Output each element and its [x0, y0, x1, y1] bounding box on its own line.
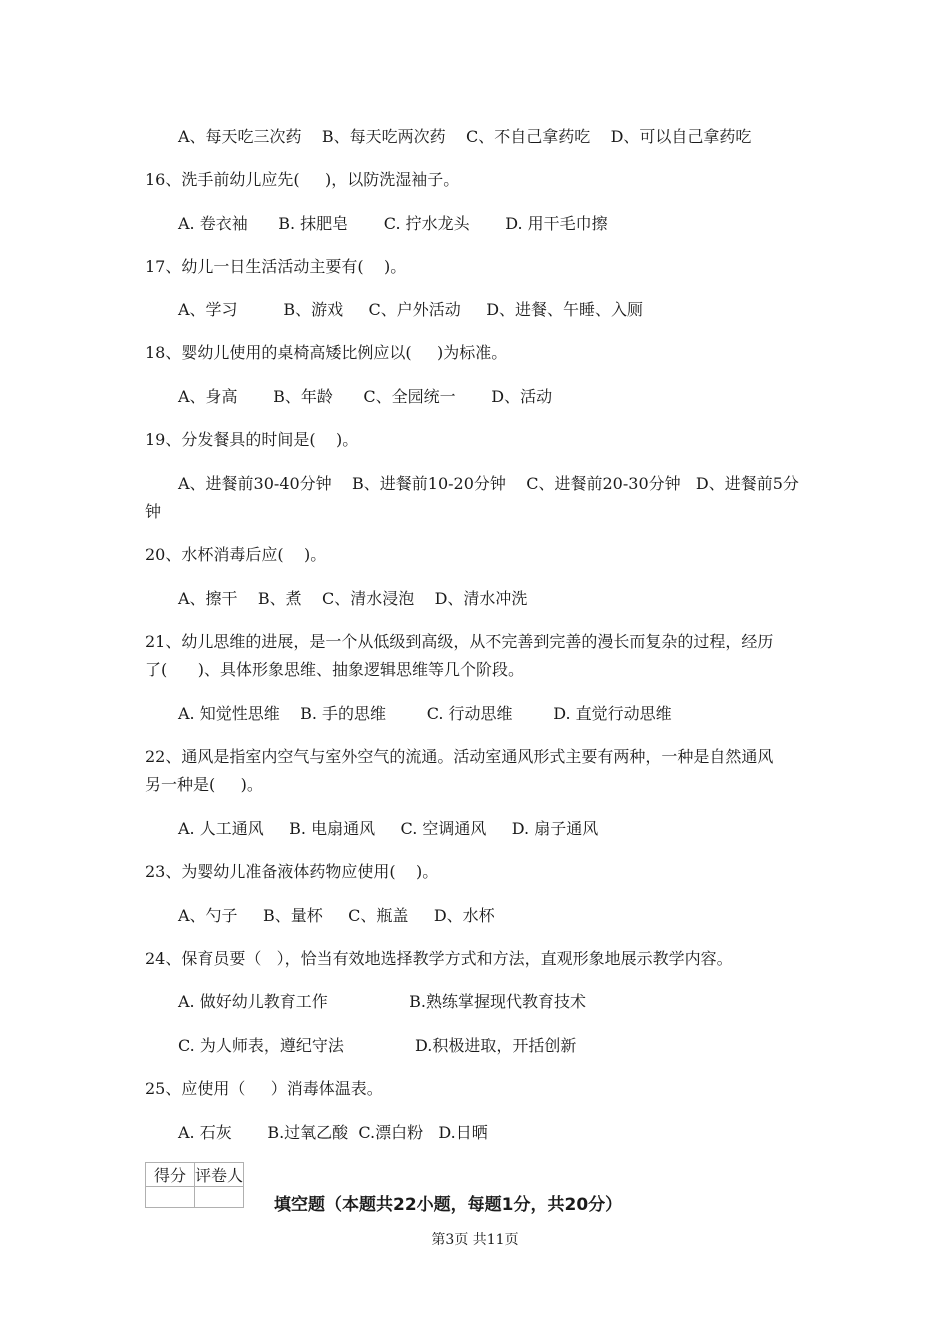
- q20: 20、水杯消毒后应( )。: [145, 545, 327, 564]
- q18: 18、婴幼儿使用的桌椅高矮比例应以( )为标准。: [145, 343, 508, 362]
- q23-options: A、勺子 B、量杯 C、瓶盖 D、水杯: [178, 906, 495, 925]
- q24-options-ab: A. 做好幼儿教育工作 B.熟练掌握现代教育技术: [178, 992, 586, 1011]
- q17-options: A、学习 B、游戏 C、户外活动 D、进餐、午睡、入厕: [178, 300, 644, 319]
- q21-options: A. 知觉性思维 B. 手的思维 C. 行动思维 D. 直觉行动思维: [178, 704, 672, 723]
- grader-cell: [195, 1187, 244, 1208]
- q22-options: A. 人工通风 B. 电扇通风 C. 空调通风 D. 扇子通风: [178, 819, 599, 838]
- score-label: 得分: [146, 1163, 195, 1187]
- grader-label: 评卷人: [195, 1163, 244, 1187]
- q23: 23、为婴幼儿准备液体药物应使用( )。: [145, 862, 439, 881]
- score-cell: [146, 1187, 195, 1208]
- q19-options-cont: 钟: [145, 502, 162, 521]
- q15-options: A、每天吃三次药 B、每天吃两次药 C、不自己拿药吃 D、可以自己拿药吃: [178, 127, 752, 146]
- q16: 16、洗手前幼儿应先( )，以防洗湿袖子。: [145, 170, 460, 189]
- q25: 25、应使用（ ）消毒体温表。: [145, 1079, 383, 1098]
- q19: 19、分发餐具的时间是( )。: [145, 430, 359, 449]
- q25-options: A. 石灰 B.过氧乙酸 C.漂白粉 D.日晒: [178, 1123, 488, 1142]
- q22-line2: 另一种是( )。: [145, 775, 263, 794]
- q21-line2: 了( )、具体形象思维、抽象逻辑思维等几个阶段。: [145, 660, 525, 679]
- q20-options: A、擦干 B、煮 C、清水浸泡 D、清水冲洗: [178, 589, 528, 608]
- q16-options: A. 卷衣袖 B. 抹肥皂 C. 拧水龙头 D. 用干毛巾擦: [178, 214, 608, 233]
- score-table: [145, 1162, 244, 1208]
- q19-options: A、进餐前30-40分钟 B、进餐前10-20分钟 C、进餐前20-30分钟 D、进餐前5分: [178, 474, 799, 493]
- section-title: 填空题（本题共22小题，每题1分，共20分）: [274, 1195, 623, 1215]
- q17: 17、幼儿一日生活活动主要有( )。: [145, 257, 407, 276]
- q24-options-cd: C. 为人师表，遵纪守法 D.积极进取，开括创新: [178, 1036, 577, 1055]
- q18-options: A、身高 B、年龄 C、全园统一 D、活动: [178, 387, 553, 406]
- q22-line1: 22、通风是指室内空气与室外空气的流通。活动室通风形式主要有两种，一种是自然通风: [145, 747, 774, 766]
- q21-line1: 21、幼儿思维的进展，是一个从低级到高级，从不完善到完善的漫长而复杂的过程，经历: [145, 632, 774, 651]
- q24: 24、保育员要（ ），恰当有效地选择教学方式和方法，直观形象地展示教学内容。: [145, 949, 733, 968]
- page-footer: 第3页 共11页: [431, 1232, 519, 1248]
